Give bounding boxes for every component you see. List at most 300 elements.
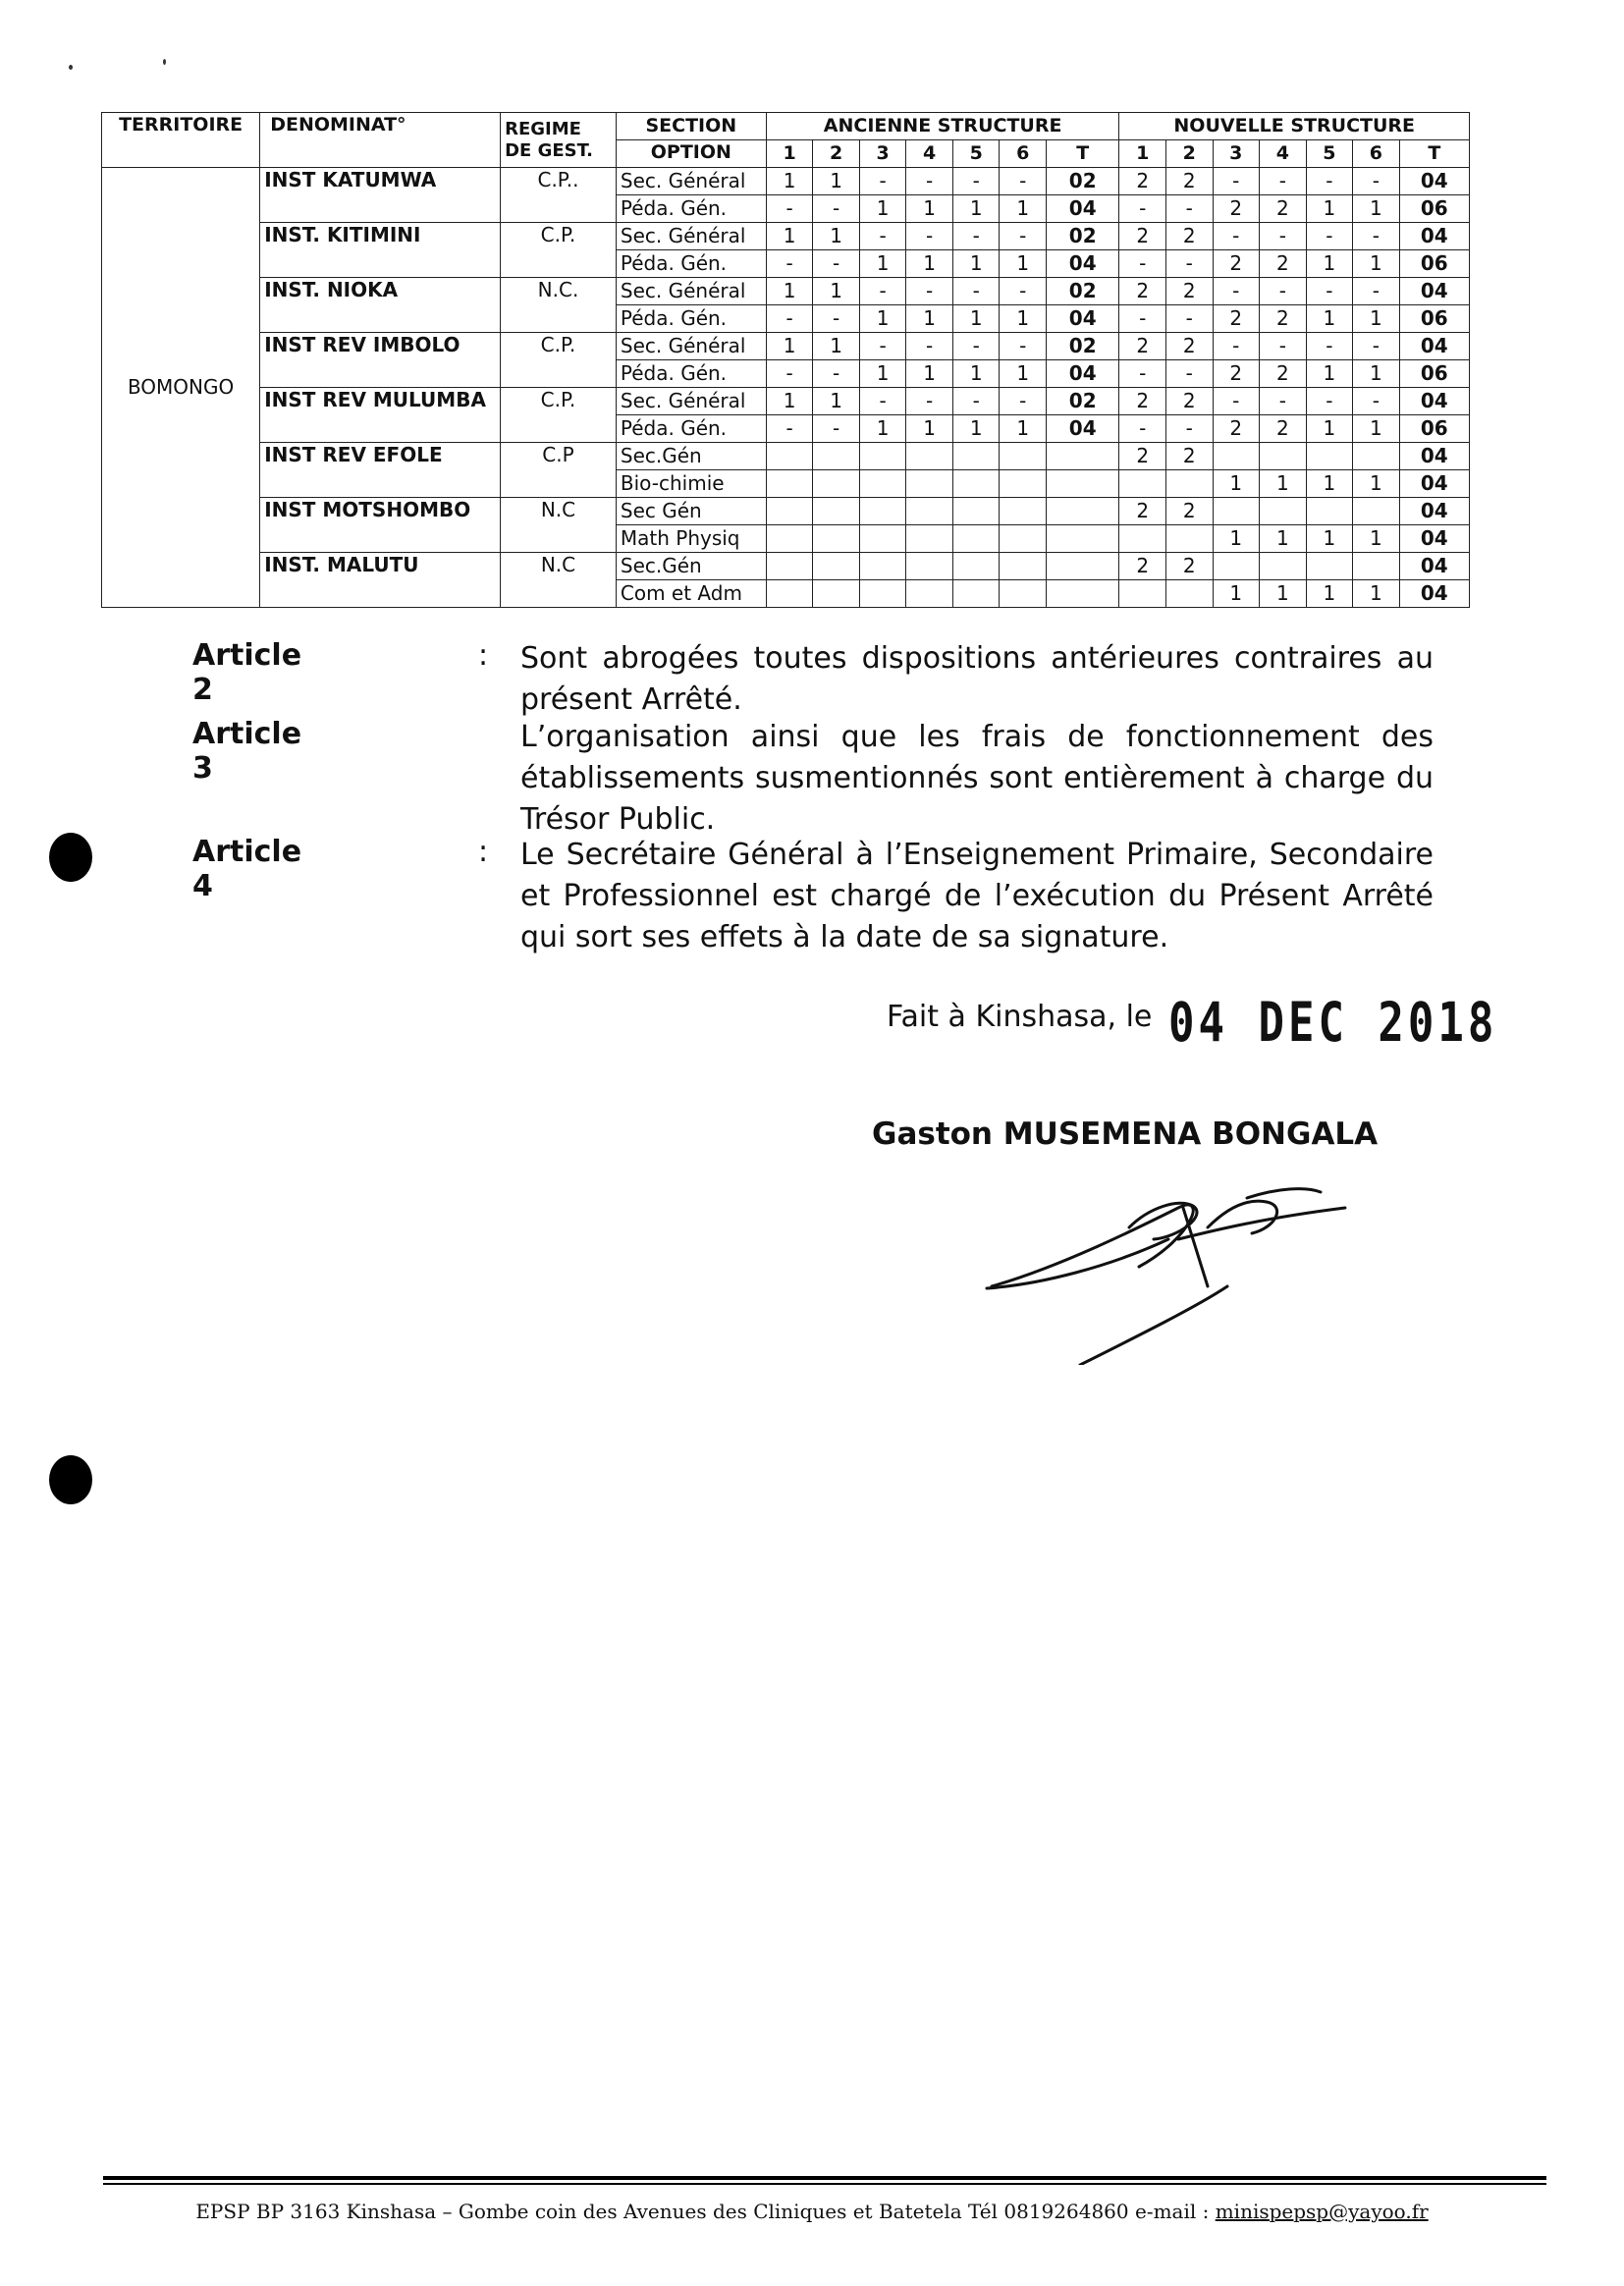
- value-cell-new: -: [1213, 168, 1260, 195]
- value-cell-old: -: [859, 333, 906, 360]
- value-cell-old: 1: [766, 333, 813, 360]
- total-cell-old: [1046, 525, 1118, 553]
- value-cell-old: 1: [906, 305, 953, 333]
- value-cell-old: -: [813, 415, 860, 443]
- section-cell: Sec. Général: [616, 223, 766, 250]
- value-cell-old: [952, 553, 1000, 580]
- value-cell-old: -: [859, 388, 906, 415]
- value-cell-new: 1: [1306, 525, 1353, 553]
- value-cell-new: 1: [1260, 525, 1307, 553]
- value-cell-old: -: [766, 415, 813, 443]
- value-cell-old: [1000, 525, 1047, 553]
- value-cell-new: -: [1353, 278, 1400, 305]
- value-cell-new: -: [1260, 168, 1307, 195]
- value-cell-new: [1165, 580, 1213, 608]
- value-cell-new: 2: [1119, 278, 1166, 305]
- total-cell-old: [1046, 443, 1118, 470]
- value-cell-old: -: [906, 223, 953, 250]
- value-cell-new: -: [1306, 168, 1353, 195]
- value-cell-new: -: [1119, 305, 1166, 333]
- value-cell-new: 1: [1353, 580, 1400, 608]
- value-cell-new: 2: [1165, 388, 1213, 415]
- article-colon: :: [478, 638, 489, 673]
- total-cell-new: 04: [1399, 580, 1469, 608]
- value-cell-new: -: [1260, 278, 1307, 305]
- value-cell-old: [766, 443, 813, 470]
- value-cell-old: 1: [1000, 415, 1047, 443]
- value-cell-old: 1: [906, 360, 953, 388]
- value-cell-new: [1260, 553, 1307, 580]
- value-cell-old: 1: [906, 415, 953, 443]
- value-cell-new: 1: [1213, 580, 1260, 608]
- regime-cell: C.P.: [501, 223, 617, 278]
- value-cell-old: [766, 470, 813, 498]
- value-cell-old: 1: [952, 360, 1000, 388]
- value-cell-new: [1213, 498, 1260, 525]
- section-cell: Com et Adm: [616, 580, 766, 608]
- section-cell: Math Physiq: [616, 525, 766, 553]
- value-cell-new: 1: [1306, 415, 1353, 443]
- institution-name: INST MOTSHOMBO: [260, 498, 501, 553]
- total-cell-new: 04: [1399, 388, 1469, 415]
- value-cell-old: -: [766, 305, 813, 333]
- value-cell-old: [1000, 443, 1047, 470]
- value-cell-old: [859, 580, 906, 608]
- value-cell-new: 2: [1165, 553, 1213, 580]
- total-cell-new: 04: [1399, 333, 1469, 360]
- section-cell: Péda. Gén.: [616, 250, 766, 278]
- article-label: Article 3: [192, 717, 302, 786]
- value-cell-old: 1: [859, 305, 906, 333]
- value-cell-old: [906, 580, 953, 608]
- value-cell-new: 2: [1119, 498, 1166, 525]
- total-cell-new: 04: [1399, 498, 1469, 525]
- value-cell-new: -: [1119, 195, 1166, 223]
- value-cell-new: 2: [1119, 443, 1166, 470]
- header-col-old-2: 2: [813, 140, 860, 168]
- value-cell-new: 2: [1213, 195, 1260, 223]
- footer-rule: [103, 2183, 1546, 2185]
- total-cell-old: 02: [1046, 333, 1118, 360]
- value-cell-old: 1: [1000, 195, 1047, 223]
- total-cell-new: 04: [1399, 443, 1469, 470]
- value-cell-new: 2: [1119, 333, 1166, 360]
- total-cell-old: [1046, 470, 1118, 498]
- value-cell-new: 1: [1260, 580, 1307, 608]
- value-cell-old: -: [1000, 388, 1047, 415]
- header-col-new-6: 6: [1353, 140, 1400, 168]
- value-cell-new: [1165, 470, 1213, 498]
- value-cell-new: 2: [1213, 415, 1260, 443]
- institution-name: INST. NIOKA: [260, 278, 501, 333]
- header-col-new-1: 1: [1119, 140, 1166, 168]
- value-cell-new: [1119, 525, 1166, 553]
- section-cell: Péda. Gén.: [616, 360, 766, 388]
- value-cell-old: 1: [813, 168, 860, 195]
- value-cell-old: 1: [766, 278, 813, 305]
- value-cell-new: 2: [1119, 223, 1166, 250]
- section-cell: Sec.Gén: [616, 443, 766, 470]
- institution-name: INST. KITIMINI: [260, 223, 501, 278]
- value-cell-new: 2: [1165, 498, 1213, 525]
- total-cell-new: 04: [1399, 223, 1469, 250]
- value-cell-old: 1: [952, 195, 1000, 223]
- value-cell-old: -: [1000, 278, 1047, 305]
- value-cell-new: 1: [1213, 470, 1260, 498]
- value-cell-old: [813, 580, 860, 608]
- value-cell-old: [1000, 470, 1047, 498]
- institution-name: INST REV EFOLE: [260, 443, 501, 498]
- footer-rule: [103, 2176, 1546, 2180]
- total-cell-new: 04: [1399, 470, 1469, 498]
- value-cell-new: 2: [1213, 360, 1260, 388]
- total-cell-old: 04: [1046, 250, 1118, 278]
- table-row: [102, 278, 1470, 305]
- table-row: [102, 388, 1470, 415]
- punch-hole: [49, 833, 92, 882]
- value-cell-new: 1: [1306, 250, 1353, 278]
- value-cell-old: [1000, 580, 1047, 608]
- value-cell-old: -: [859, 168, 906, 195]
- territory-cell: BOMONGO: [102, 168, 260, 608]
- value-cell-old: [906, 443, 953, 470]
- section-cell: Sec.Gén: [616, 553, 766, 580]
- value-cell-new: 1: [1306, 305, 1353, 333]
- table-row: [102, 333, 1470, 360]
- value-cell-new: 1: [1306, 470, 1353, 498]
- total-cell-new: 04: [1399, 278, 1469, 305]
- article-colon: :: [478, 835, 489, 869]
- article-text: Sont abrogées toutes dispositions antérieures contraires au présent Arrêté.: [520, 641, 1434, 717]
- value-cell-new: 2: [1213, 250, 1260, 278]
- value-cell-new: -: [1353, 168, 1400, 195]
- value-cell-new: -: [1119, 415, 1166, 443]
- value-cell-old: [859, 443, 906, 470]
- header-col-old-4: 4: [906, 140, 953, 168]
- regime-cell: C.P..: [501, 168, 617, 223]
- value-cell-new: [1165, 525, 1213, 553]
- total-cell-old: 04: [1046, 195, 1118, 223]
- value-cell-old: -: [952, 168, 1000, 195]
- article-text: Le Secrétaire Général à l’Enseignement Primaire, Secondaire et Professionnel est chargé de l’exécution du Présent Arrêté qui sort ses effets à la date de sa signature.: [520, 838, 1434, 954]
- value-cell-old: [859, 525, 906, 553]
- total-cell-new: 06: [1399, 360, 1469, 388]
- signature: [982, 1169, 1394, 1365]
- regime-cell: C.P.: [501, 333, 617, 388]
- header-col-old-6: 6: [1000, 140, 1047, 168]
- total-cell-old: 04: [1046, 360, 1118, 388]
- value-cell-old: [906, 498, 953, 525]
- value-cell-new: 1: [1353, 305, 1400, 333]
- value-cell-new: [1353, 443, 1400, 470]
- value-cell-new: [1260, 443, 1307, 470]
- value-cell-old: 1: [952, 305, 1000, 333]
- value-cell-old: [952, 470, 1000, 498]
- value-cell-new: -: [1165, 195, 1213, 223]
- value-cell-old: [952, 525, 1000, 553]
- scan-speck: [69, 65, 73, 70]
- value-cell-new: 2: [1260, 250, 1307, 278]
- value-cell-old: [813, 470, 860, 498]
- value-cell-old: -: [952, 223, 1000, 250]
- value-cell-old: [1000, 553, 1047, 580]
- value-cell-new: -: [1213, 278, 1260, 305]
- value-cell-new: 2: [1260, 305, 1307, 333]
- total-cell-old: [1046, 580, 1118, 608]
- value-cell-old: 1: [813, 278, 860, 305]
- header-col-new-4: 4: [1260, 140, 1307, 168]
- value-cell-old: -: [906, 278, 953, 305]
- value-cell-new: 1: [1260, 470, 1307, 498]
- value-cell-new: -: [1353, 333, 1400, 360]
- total-cell-new: 04: [1399, 168, 1469, 195]
- value-cell-old: [952, 443, 1000, 470]
- institution-name: INST KATUMWA: [260, 168, 501, 223]
- institution-name: INST REV MULUMBA: [260, 388, 501, 443]
- value-cell-new: 1: [1353, 525, 1400, 553]
- value-cell-new: 2: [1165, 443, 1213, 470]
- value-cell-new: 1: [1353, 415, 1400, 443]
- article-text: L’organisation ainsi que les frais de fonctionnement des établissements susmentionnés sont entièrement à charge du Trésor Public.: [520, 720, 1434, 837]
- article-label: Article 2: [192, 638, 302, 707]
- total-cell-old: 04: [1046, 305, 1118, 333]
- value-cell-new: -: [1165, 360, 1213, 388]
- value-cell-old: [859, 553, 906, 580]
- regime-cell: C.P: [501, 443, 617, 498]
- value-cell-new: 2: [1213, 305, 1260, 333]
- value-cell-old: 1: [859, 360, 906, 388]
- value-cell-old: -: [952, 388, 1000, 415]
- value-cell-new: -: [1119, 250, 1166, 278]
- signer-name: Gaston MUSEMENA BONGALA: [872, 1116, 1379, 1152]
- value-cell-old: [813, 525, 860, 553]
- value-cell-new: [1213, 553, 1260, 580]
- header-ancienne-structure: ANCIENNE STRUCTURE: [766, 113, 1119, 140]
- value-cell-old: [906, 525, 953, 553]
- footer-email: minispepsp@yayoo.fr: [1215, 2200, 1429, 2223]
- header-section: SECTION: [616, 113, 766, 140]
- value-cell-new: 2: [1260, 415, 1307, 443]
- value-cell-new: [1353, 498, 1400, 525]
- value-cell-old: 1: [906, 195, 953, 223]
- total-cell-old: 04: [1046, 415, 1118, 443]
- header-regime: REGIME DE GEST.: [501, 113, 617, 168]
- section-cell: Sec. Général: [616, 278, 766, 305]
- value-cell-old: 1: [766, 168, 813, 195]
- value-cell-new: 1: [1306, 360, 1353, 388]
- header-col-new-3: 3: [1213, 140, 1260, 168]
- section-cell: Sec. Général: [616, 388, 766, 415]
- value-cell-old: [952, 498, 1000, 525]
- value-cell-old: 1: [766, 223, 813, 250]
- value-cell-old: -: [813, 195, 860, 223]
- section-cell: Sec. Général: [616, 333, 766, 360]
- section-cell: Péda. Gén.: [616, 305, 766, 333]
- section-cell: Sec. Général: [616, 168, 766, 195]
- value-cell-old: [766, 553, 813, 580]
- article-label: Article 4: [192, 835, 302, 903]
- value-cell-new: 1: [1213, 525, 1260, 553]
- value-cell-old: -: [906, 333, 953, 360]
- value-cell-new: -: [1119, 360, 1166, 388]
- value-cell-old: 1: [1000, 305, 1047, 333]
- value-cell-new: 1: [1306, 195, 1353, 223]
- value-cell-old: -: [766, 250, 813, 278]
- value-cell-old: -: [813, 250, 860, 278]
- header-col-old-1: 1: [766, 140, 813, 168]
- regime-cell: N.C: [501, 553, 617, 608]
- value-cell-old: 1: [1000, 250, 1047, 278]
- value-cell-new: 2: [1119, 168, 1166, 195]
- total-cell-new: 04: [1399, 525, 1469, 553]
- total-cell-old: [1046, 553, 1118, 580]
- value-cell-old: [766, 498, 813, 525]
- value-cell-old: -: [813, 360, 860, 388]
- value-cell-new: [1119, 580, 1166, 608]
- value-cell-new: [1306, 553, 1353, 580]
- value-cell-old: 1: [813, 388, 860, 415]
- value-cell-old: [952, 580, 1000, 608]
- value-cell-new: 2: [1260, 195, 1307, 223]
- value-cell-new: 1: [1306, 580, 1353, 608]
- table-row: [102, 443, 1470, 470]
- value-cell-old: -: [859, 278, 906, 305]
- table-row: [102, 553, 1470, 580]
- value-cell-old: [906, 553, 953, 580]
- footer-address: EPSP BP 3163 Kinshasa – Gombe coin des Avenues des Cliniques et Batetela Tél 0819264860 e-mail :: [195, 2200, 1216, 2223]
- header-option: OPTION: [616, 140, 766, 168]
- value-cell-old: 1: [952, 415, 1000, 443]
- value-cell-old: -: [906, 388, 953, 415]
- value-cell-old: [859, 498, 906, 525]
- value-cell-old: -: [1000, 168, 1047, 195]
- institution-name: INST. MALUTU: [260, 553, 501, 608]
- header-nouvelle-structure: NOUVELLE STRUCTURE: [1119, 113, 1470, 140]
- value-cell-old: 1: [766, 388, 813, 415]
- value-cell-old: [813, 443, 860, 470]
- value-cell-old: -: [859, 223, 906, 250]
- value-cell-old: -: [1000, 223, 1047, 250]
- value-cell-old: 1: [813, 223, 860, 250]
- total-cell-old: 02: [1046, 388, 1118, 415]
- value-cell-new: [1306, 443, 1353, 470]
- value-cell-new: -: [1165, 415, 1213, 443]
- total-cell-new: 06: [1399, 195, 1469, 223]
- punch-hole: [49, 1455, 92, 1504]
- structure-table: [101, 112, 1470, 608]
- value-cell-new: -: [1213, 333, 1260, 360]
- institution-name: INST REV IMBOLO: [260, 333, 501, 388]
- value-cell-new: 1: [1353, 195, 1400, 223]
- value-cell-old: -: [952, 278, 1000, 305]
- header-col-new-t: T: [1399, 140, 1469, 168]
- value-cell-new: -: [1213, 223, 1260, 250]
- value-cell-new: [1213, 443, 1260, 470]
- value-cell-old: [813, 498, 860, 525]
- scan-speck: [163, 59, 166, 65]
- header-col-old-t: T: [1046, 140, 1118, 168]
- value-cell-new: [1119, 470, 1166, 498]
- header-col-old-5: 5: [952, 140, 1000, 168]
- value-cell-old: 1: [1000, 360, 1047, 388]
- value-cell-old: 1: [859, 415, 906, 443]
- value-cell-new: -: [1353, 388, 1400, 415]
- header-col-old-3: 3: [859, 140, 906, 168]
- value-cell-new: -: [1260, 333, 1307, 360]
- value-cell-new: 1: [1353, 250, 1400, 278]
- value-cell-new: [1306, 498, 1353, 525]
- table-row: [102, 498, 1470, 525]
- header-territoire: TERRITOIRE: [102, 113, 260, 168]
- value-cell-old: 1: [813, 333, 860, 360]
- table-row: [102, 223, 1470, 250]
- value-cell-old: -: [766, 360, 813, 388]
- value-cell-new: -: [1260, 388, 1307, 415]
- value-cell-old: 1: [952, 250, 1000, 278]
- value-cell-new: 2: [1119, 388, 1166, 415]
- total-cell-old: 02: [1046, 278, 1118, 305]
- place-label: Fait à Kinshasa, le: [887, 1000, 1153, 1034]
- total-cell-old: 02: [1046, 223, 1118, 250]
- header-col-new-5: 5: [1306, 140, 1353, 168]
- section-cell: Sec Gén: [616, 498, 766, 525]
- section-cell: Péda. Gén.: [616, 195, 766, 223]
- header-denomination: DENOMINAT°: [260, 113, 501, 168]
- total-cell-old: 02: [1046, 168, 1118, 195]
- value-cell-new: [1353, 553, 1400, 580]
- value-cell-old: 1: [859, 250, 906, 278]
- total-cell-new: 06: [1399, 250, 1469, 278]
- value-cell-new: -: [1260, 223, 1307, 250]
- table-row: [102, 168, 1470, 195]
- value-cell-new: 2: [1119, 553, 1166, 580]
- value-cell-old: -: [766, 195, 813, 223]
- section-cell: Bio-chimie: [616, 470, 766, 498]
- value-cell-new: -: [1213, 388, 1260, 415]
- regime-cell: C.P.: [501, 388, 617, 443]
- value-cell-old: [766, 580, 813, 608]
- header-col-new-2: 2: [1165, 140, 1213, 168]
- value-cell-new: 2: [1260, 360, 1307, 388]
- value-cell-old: -: [906, 168, 953, 195]
- value-cell-new: -: [1306, 333, 1353, 360]
- value-cell-new: 2: [1165, 333, 1213, 360]
- value-cell-old: [1000, 498, 1047, 525]
- date-stamp: 04 DEC 2018: [1168, 992, 1498, 1055]
- value-cell-new: -: [1165, 250, 1213, 278]
- section-cell: Péda. Gén.: [616, 415, 766, 443]
- value-cell-old: [859, 470, 906, 498]
- value-cell-old: [766, 525, 813, 553]
- value-cell-new: 2: [1165, 278, 1213, 305]
- total-cell-new: 04: [1399, 553, 1469, 580]
- value-cell-new: -: [1306, 278, 1353, 305]
- value-cell-old: -: [1000, 333, 1047, 360]
- footer: [0, 2200, 1624, 2223]
- value-cell-old: [906, 470, 953, 498]
- value-cell-new: 2: [1165, 168, 1213, 195]
- value-cell-old: -: [813, 305, 860, 333]
- total-cell-new: 06: [1399, 305, 1469, 333]
- value-cell-old: 1: [906, 250, 953, 278]
- value-cell-old: 1: [859, 195, 906, 223]
- value-cell-new: [1260, 498, 1307, 525]
- value-cell-old: -: [952, 333, 1000, 360]
- regime-cell: N.C.: [501, 278, 617, 333]
- value-cell-new: 1: [1353, 360, 1400, 388]
- value-cell-new: 2: [1165, 223, 1213, 250]
- total-cell-new: 06: [1399, 415, 1469, 443]
